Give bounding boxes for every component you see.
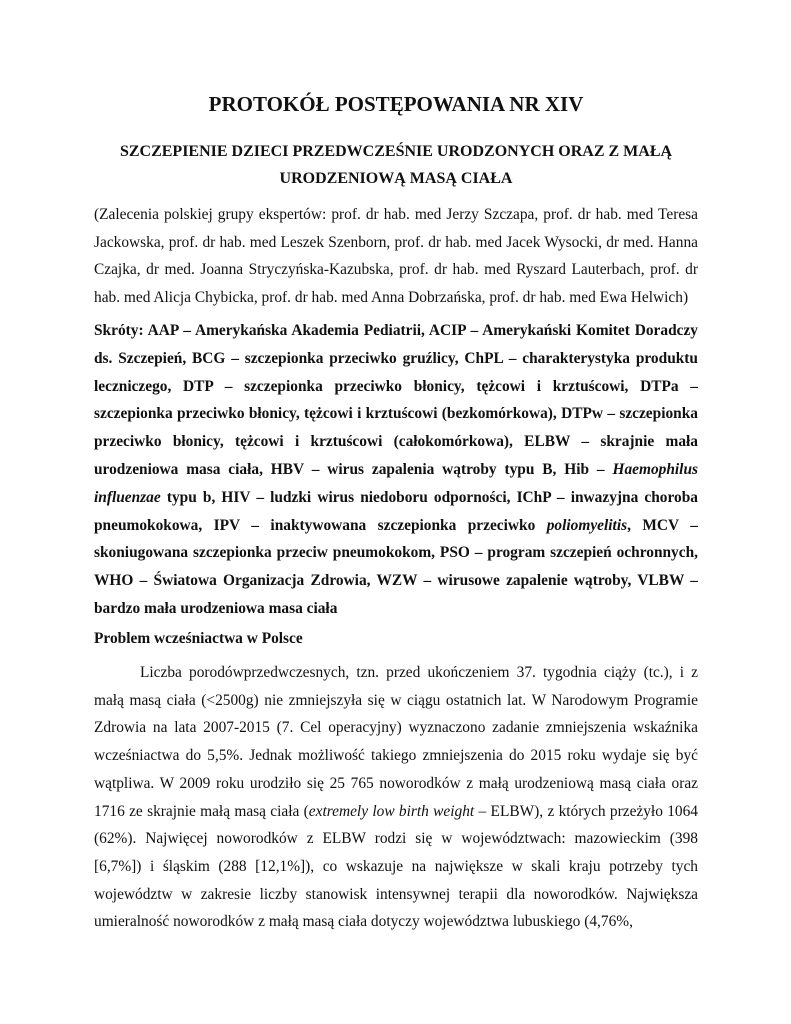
abbreviations-italic-haemophilus: Haemophilus influenzae — [94, 460, 698, 506]
subtitle-line-1: SZCZEPIENIE DZIECI PRZEDWCZEŚNIE URODZONYCH ORAZ Z MAŁĄ — [119, 143, 673, 160]
abbreviations-text-1: Skróty: AAP – Amerykańska Akademia Pediatrii, ACIP – Amerykański Komitet Doradczy ds. Szczepień, BCG – szczepionka przeciwko gruźlicy, ChPL – charakterystyka produktu leczniczego, DTP – szczepionka przeciwko błonicy, tężcowi i krztuścowi, DTPa – szczepionka przeciwko błonicy, tężcowi i krztuścowi (bezkomórkowa), DTPw – szczepionka przeciwko błonicy, tężcowi i krztuścowi (całokomórkowa), ELBW – skrajnie mała urodzeniowa masa ciała, HBV – wirus zapalenia wątroby typu B, Hib – — [94, 322, 698, 478]
experts-list: (Zalecenia polskiej grupy ekspertów: prof. dr hab. med Jerzy Szczapa, prof. dr hab. med Teresa Jackowska, prof. dr hab. med Leszek Szenborn, prof. dr hab. med Jacek Wysocki, dr med. Hanna Czajka, dr med. Joanna Stryczyńska-Kazubska, prof. dr hab. med Ryszard Lauterbach, prof. dr hab. med Alicja Chybicka, prof. dr hab. med Anna Dobrzańska, prof. dr hab. med Ewa Helwich) — [94, 206, 698, 306]
abbreviations-text-2: typu b, HIV – ludzki wirus niedoboru odporności, IChP – inwazyjna choroba pneumokokowa, IPV – inaktywowana szczepionka przeciwko — [94, 488, 698, 534]
subtitle-line-2: URODZENIOWĄ MASĄ CIAŁA — [279, 170, 513, 187]
abbreviations-text-3: , MCV – skoniugowana szczepionka przeciw pneumokokom, PSO – program szczepień ochronnych, WHO – Światowa Organizacja Zdrowia, WZW – wirusowe zapalenie wątroby, VLBW – bardzo mała urodzeniowa masa ciała — [94, 516, 698, 617]
abbreviations-paragraph — [94, 317, 698, 623]
abbreviations-italic-poliomyelitis: poliomyelitis — [546, 516, 628, 534]
body-text-1: Liczba porodówprzedwczesnych, tzn. przed ukończeniem 37. tygodnia ciąży (tc.), i z małą masą ciała (<2500g) nie zmniejszyła się w ciągu ostatnich lat. W Narodowym Programie Zdrowia na lata 2007-2015 (7. Cel operacyjny) wyznaczono zadanie zmniejszenia wskaźnika wcześniactwa do 5,5%. Jednak możliwość takiego zmniejszenia do 2015 roku wydaje się być wątpliwa. W 2009 roku urodziło się 25 765 noworodków z małą urodzeniową masą ciała oraz 1716 ze skrajnie małą masą ciała ( — [94, 664, 698, 820]
section-heading: Problem wcześniactwa w Polsce — [94, 630, 303, 647]
body-italic-elbw: extremely low birth weight — [308, 802, 475, 820]
document-title: PROTOKÓŁ POSTĘPOWANIA NR XIV — [208, 92, 584, 116]
body-text-2: – ELBW), z których przeżyło 1064 (62%). Najwięcej noworodków z ELBW rodzi się w województwach: mazowieckim (398 [6,7%]) i śląskim (288 [12,1%]), co wskazuje na największe w skali kraju potrzeby tych województw w zakresie liczby stanowisk intensywnej terapii dla noworodków. Największa umieralność noworodków z małą masą ciała dotyczy województwa lubuskiego (4,76%, — [94, 802, 699, 931]
body-paragraph — [94, 659, 698, 936]
document-subtitle — [94, 138, 698, 192]
